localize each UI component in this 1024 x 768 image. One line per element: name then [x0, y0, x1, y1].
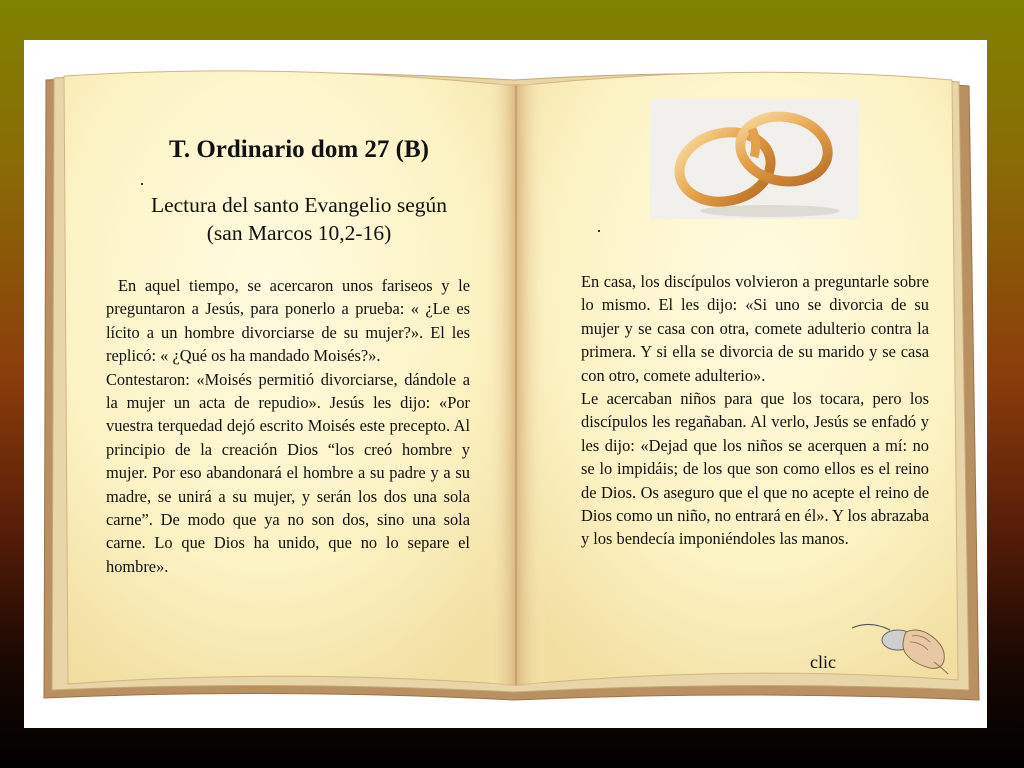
slide	[24, 40, 987, 728]
left-page-text	[106, 274, 470, 578]
paragraph: Contestaron: «Moisés permitió divorciarse, dándole a la mujer un acta de repudio». Jesús les dijo: «Por vuestra terquedad dejó escrito Moisés este precepto. Al principio de la creación Dios “los creó hombre y mujer. Por eso abandonará el hombre a su padre y a su madre, se unirá a su mujer, y serán los dos una sola carne”. De modo que ya no son dos, sino una sola carne. Lo que Dios ha unido, que no lo separe el hombre».	[106, 369, 470, 576]
subtitle-line: Lectura del santo Evangelio según	[150, 193, 448, 217]
paragraph: En casa, los discípulos volvieron a preguntarle sobre lo mismo. El les dijo: «Si uno se divorcia de su mujer y se casa con otra, comete adulterio contra la primera. Y si ella se divorcia de su marido y se casa con otro, comete adulterio».	[581, 272, 929, 385]
paragraph: Le acercaban niños para que los tocara, pero los discípulos les regañaban. Al verlo, Jesús se enfadó y les dijo: «Dejad que los niños se acerquen a mí: no se lo impidáis; de los que son como ellos es el reino de Dios. Os aseguro que el que no acepte el reino de Dios como un niño, no entrará en él». Y los abrazaba y los bendecía imponiéndoles las manos.	[581, 389, 929, 549]
gospel-subtitle	[104, 191, 494, 247]
speck	[141, 183, 143, 185]
wedding-rings-icon	[650, 99, 859, 219]
paragraph: En aquel tiempo, se acercaron unos fariseos y le preguntaron a Jesús, para ponerlo a prueba: « ¿Le es lícito a un hombre divorciarse de su mujer?». El les replicó: « ¿Qué os ha mandado Moisés?».	[106, 276, 470, 366]
page-title: T. Ordinario dom 27 (B)	[169, 136, 429, 163]
subtitle-reference: (san Marcos 10,2-16)	[206, 221, 392, 245]
hand-mouse-icon[interactable]	[850, 618, 950, 678]
clic-link[interactable]: clic	[810, 652, 836, 672]
speck	[598, 230, 600, 232]
right-page-text	[581, 270, 929, 551]
